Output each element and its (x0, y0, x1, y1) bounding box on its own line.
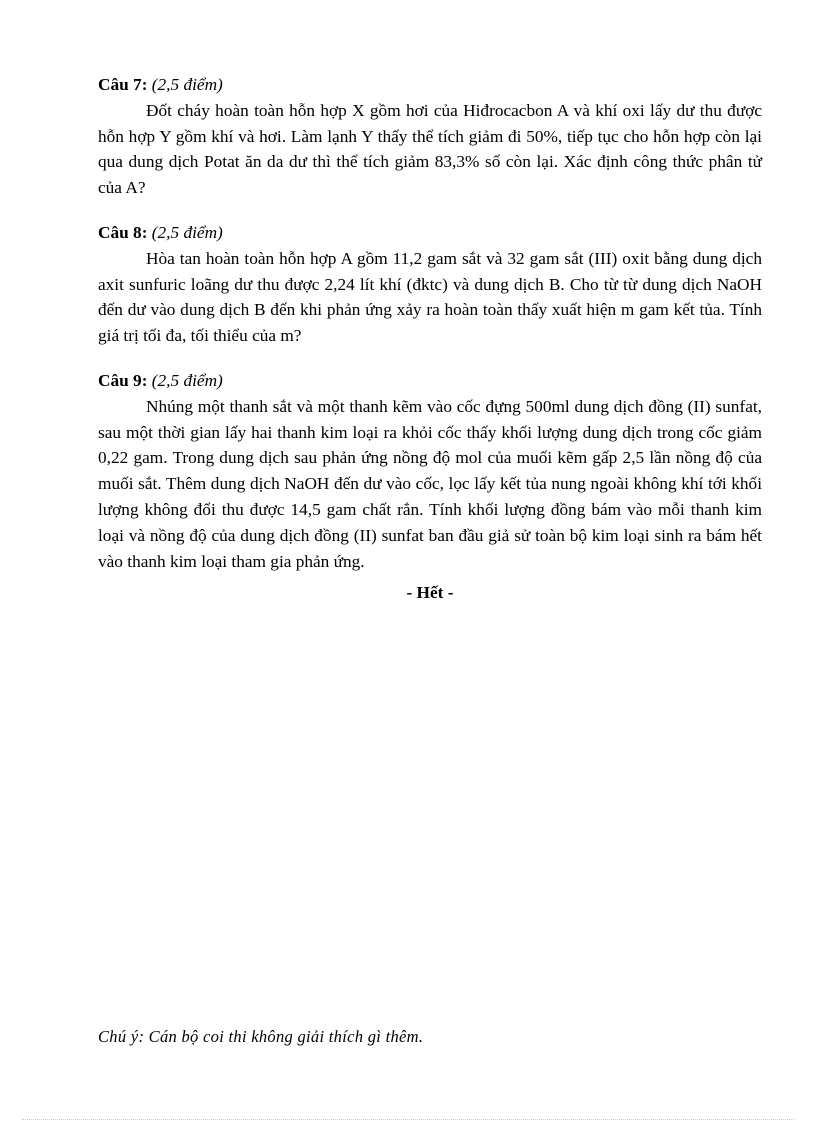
question-7 (98, 72, 762, 201)
question-9 (98, 368, 762, 574)
question-score: (2,5 điểm) (151, 370, 223, 390)
question-header (98, 72, 762, 98)
footer-note: Chú ý: Cán bộ coi thi không giải thích gì thêm. (98, 1027, 424, 1046)
question-body: Nhúng một thanh sắt và một thanh kẽm vào cốc đựng 500ml dung dịch đồng (II) sunfat, sau một thời gian lấy hai thanh kim loại ra khỏi cốc thấy khối lượng dung dịch trong cốc giảm 0,22 gam. Trong dung dịch sau phản ứng nồng độ mol của muối kẽm gấp 2,5 lần nồng độ của muối sắt. Thêm dung dịch NaOH đến dư vào cốc, lọc lấy kết tủa nung ngoài không khí tới khối lượng không đổi thu được 14,5 gam chất rắn. Tính khối lượng đồng bám vào mỗi thanh kim loại và nồng độ của dung dịch đồng (II) sunfat ban đầu giả sử toàn bộ kim loại sinh ra bám hết vào thanh kim loại tham gia phản ứng. (98, 396, 762, 571)
question-label: Câu 7: (98, 75, 148, 94)
exam-content (98, 72, 762, 606)
question-8 (98, 220, 762, 349)
question-header (98, 220, 762, 246)
question-score: (2,5 điểm) (151, 222, 223, 242)
question-score: (2,5 điểm) (151, 75, 223, 94)
question-body: Hòa tan hoàn toàn hỗn hợp A gồm 11,2 gam sắt và 32 gam sắt (III) oxit bằng dung dịch axit sunfuric loãng dư thu được 2,24 lít khí (đktc) và dung dịch B. Cho từ từ dung dịch NaOH đến dư vào dung dịch B đến khi phản ứng xảy ra hoàn toàn thấy xuất hiện m gam kết tủa. Tính giá trị tối đa, tối thiểu của m? (98, 248, 762, 346)
end-mark: - Hết - (406, 583, 454, 603)
page-bottom-divider (22, 1119, 794, 1120)
question-header (98, 368, 762, 394)
question-label: Câu 9: (98, 370, 148, 390)
question-label: Câu 8: (98, 222, 148, 242)
question-body: Đốt cháy hoàn toàn hỗn hợp X gồm hơi của Hiđrocacbon A và khí oxi lấy dư thu được hỗn hợp Y gồm khí và hơi. Làm lạnh Y thấy thể tích giảm đi 50%, tiếp tục cho hỗn hợp còn lại qua dung dịch Potat ăn da dư thì thể tích giảm 83,3% số còn lại. Xác định công thức phân tử của A? (98, 100, 762, 198)
